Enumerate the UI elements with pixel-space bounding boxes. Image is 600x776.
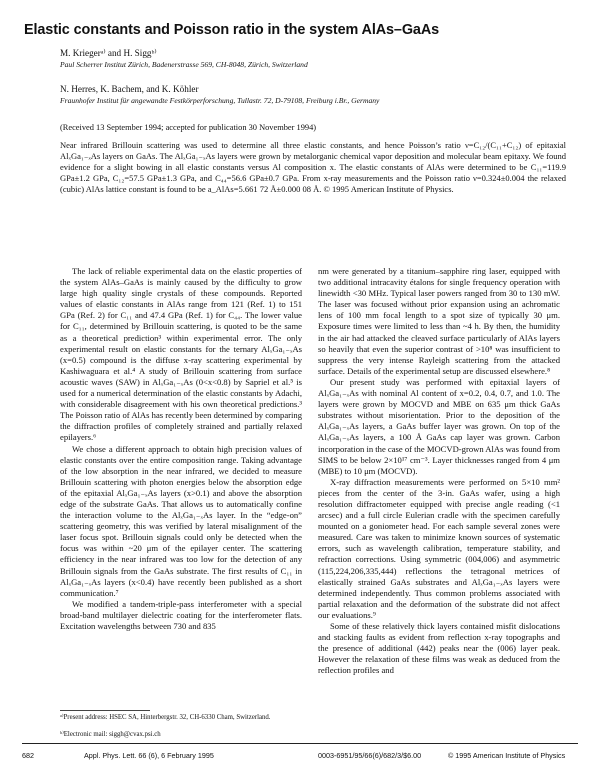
page-number: 682: [22, 751, 34, 760]
affiliation-2: Fraunhofer Institut für angewandte Festkörperforschung, Tullastr. 72, D-79108, Freiburg i.Br., Germany: [60, 96, 380, 105]
paragraph: X-ray diffraction measurements were performed on 5×10 mm² pieces from the center of the 3-in. GaAs wafer, using a high resolution diffractometer equipped with precise angle reading (<1 arcsec) and a full circle Eulerian cradle with the specimen carefully mounted on a goniometer head. For each sample several zones were measured. Care was taken to minimize known sources of systematic errors, such as wavelength calibration, temperature stability, and refraction corrections. Using symmetric (004,006) and asymmetric (115,224,206,335,444) reflections the tetragonal metrices of elastically strained GaAs substrates and AlₓGa₁₋ₓAs layers were determined independently. Thus common problems associated with partial relaxation and the deformation of the substrate did not affect our evaluations.⁹: [318, 476, 560, 620]
author-line-1: M. Kriegerᵃ⁾ and H. Siggᵇ⁾: [60, 48, 157, 58]
paragraph: Some of these relatively thick layers contained misfit dislocations and stacking faults as evident from reflection x-ray topographs and the presence of additional (442) peaks near the (006) layer peak. However the relaxation of these films was weak as deduced from the reflection profiles and: [318, 621, 560, 676]
abstract: Near infrared Brillouin scattering was used to determine all three elastic constants, and hence Poisson’s ratio ν=C₁₂/(C₁₁+C₁₂) of epitaxial AlₓGa₁₋ₓAs layers on GaAs. The AlₓGa₁₋ₓAs layers were grown by metalorganic chemical vapor deposition and molecular beam epitaxy. We found evidence for a slight bowing in all elastic constants versus Al composition x. The elastic constants of AlAs were determined to be C₁₁=119.9 GPa±1.2 GPa, C₁₂=57.5 GPa±1.3 GPa, and C₄₄=56.6 GPa±0.7 GPa. From x-ray measurements and the Poisson ratio ν=0.324±0.004 the relaxed (cubic) AlAs lattice constant is found to be a_AlAs=5.661 72 Å±0.000 08 Å. © 1995 American Institute of Physics.: [60, 140, 566, 194]
received-date: (Received 13 September 1994; accepted for publication 30 November 1994): [60, 123, 317, 132]
footnote-a: ᵃ⁾Present address: HSEC SA, Hinterbergstr. 32, CH-6330 Cham, Switzerland.: [60, 714, 271, 721]
footnote-b: ᵇ⁾Electronic mail: siggh@cvax.psi.ch: [60, 731, 161, 738]
paragraph: The lack of reliable experimental data on the elastic properties of the system AlAs–GaAs is mainly caused by the difficulty to grow large high quality single crystals of these compounds. Reported values of elastic constants in AlAs range from 121 (Ref. 1) to 151 GPa (Ref. 2) for C₁₁ and 47.4 GPa (Ref. 1) for C₄₄. The lower value for C₁₁, determined by Brillouin scattering, is quoted to be the same as a theoretical prediction³ within experimental error. The only experimental result on elastic constants for the ternary AlₓGa₁₋ₓAs (x=0.5) compound is the diffuse x-ray scattering experimental by Kashiwaguara et al.⁴ A study of Brillouin scattering from surface acoustic waves (SAW) in AlₓGa₁₋ₓAs (0<x<0.8) by Sapriel et al.⁵ is used for a numerical determination of the elastic constants by Adachi, with considerable disagreement with his own theoretical predictions.³ The Poisson ratio of AlAs has recently been determined by comparing the diffraction profiles of completely strained and partially relaxed epilayers.⁶: [60, 266, 302, 443]
paper-title: Elastic constants and Poisson ratio in the system AlAs–GaAs: [24, 22, 440, 38]
paragraph: We modified a tandem-triple-pass interferometer with a special broad-band multilayer dielectric coating for the interferometer flats. Excitation wavelengths between 730 and 835: [60, 598, 302, 631]
paragraph: nm were generated by a titanium–sapphire ring laser, equipped with two additional intracavity étalons for single frequency operation with linewidth <30 MHz. Typical laser powers ranged from 30 to 130 mW. The laser was focused without prior expansion using an achromatic lens of 100 mm focal length to a spot size of typically 30 μm. Exposure times were limited to less than ~4 h. By then, the humidity in the air had attacked the cleaved surface particularly of AlAs layers so heavily that even the superior contrast of >10⁸ was insufficient to suppress the very intense Rayleigh scattering from the attacked surface. Details of the experimental setup are discussed elsewhere.⁸: [318, 266, 560, 376]
author-line-2: N. Herres, K. Bachem, and K. Köhler: [60, 84, 199, 94]
copyright: © 1995 American Institute of Physics: [448, 751, 566, 760]
paragraph: We chose a different approach to obtain high precision values of elastic constants over the entire composition range. Taking advantage of the low absorption in the near infrared, we decided to measure Brillouin scattering with photon energies below the absorption edge of the epitaxial AlₓGa₁₋ₓAs layers (x>0.1) and above the absorption edge of the substrate GaAs. That allows us to automatically confine the interaction volume to the AlₓGa₁₋ₓAs layer. In the “edge-on” scattering geometry, this was verified by lateral misalignment of the laser focus spot. Brillouin signals could only be detected when the focus was within ~20 μm of the epilayer center. The scattering efficiency in the near infrared was too low for the detection of any Brillouin signals from the GaAs substrate. The first results of C₁₁ in AlₓGa₁₋ₓAs layers (x<0.4) have recently been published as a short communication.⁷: [60, 443, 302, 598]
right-column: [318, 266, 560, 676]
article-code: 0003-6951/95/66(6)/682/3/$6.00: [318, 751, 422, 760]
affiliation-1: Paul Scherrer Institut Zürich, Badenerstrasse 569, CH-8048, Zürich, Switzerland: [60, 60, 308, 69]
paragraph: Our present study was performed with epitaxial layers of AlₓGa₁₋ₓAs with nominal Al content of x=0.2, 0.4, 0.7, and 1.0. The layers were grown by MOCVD and MBE on 635 μm thick GaAs substrates without misorientation. Prior to the deposition of the AlₓGa₁₋ₓAs layers, a GaAs buffer layer was grown. On top of the AlₓGa₁₋ₓAs layers, a 100 Å GaAs cap layer was grown. Carbon incorporation in the case of the MOCVD-grown AlAs was found from SIMS to be below 2×10¹⁷ cm⁻³. Layer thicknesses ranged from 4 μm (MBE) to 10 μm (MOCVD).: [318, 376, 561, 476]
footnote-divider: [60, 710, 150, 711]
left-column: [60, 266, 302, 632]
footer-divider: [22, 743, 578, 744]
journal-citation: Appl. Phys. Lett. 66 (6), 6 February 1995: [84, 751, 214, 760]
